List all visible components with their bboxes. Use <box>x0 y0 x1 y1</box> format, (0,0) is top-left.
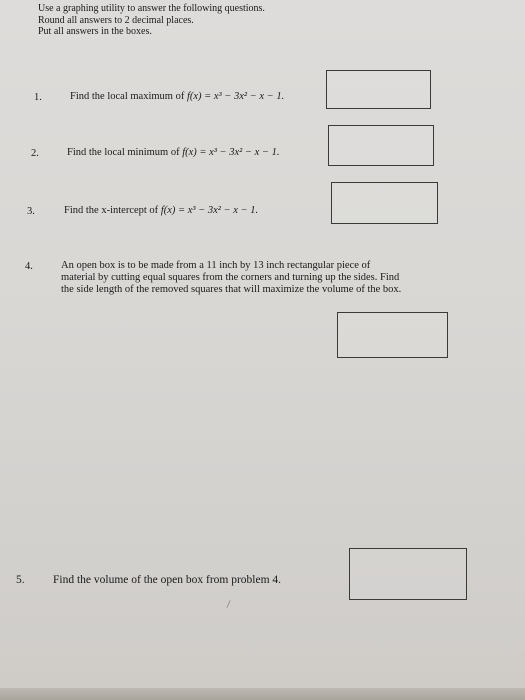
question-3-number: 3. <box>27 206 35 217</box>
question-1-prefix: Find the local maximum of <box>70 91 187 102</box>
question-1-number: 1. <box>34 92 42 103</box>
question-3-prefix: Find the x-intercept of <box>64 205 161 216</box>
question-1-formula: f(x) = x³ − 3x² − x − 1. <box>186 91 285 102</box>
question-2-text <box>67 147 280 158</box>
pen-mark <box>226 600 230 608</box>
answer-box-4[interactable] <box>337 312 448 358</box>
question-3-formula: f(x) = x³ − 3x² − x − 1. <box>160 205 259 216</box>
question-3-text <box>64 205 258 216</box>
question-5-text: Find the volume of the open box from problem 4. <box>53 574 282 586</box>
answer-box-5[interactable] <box>349 548 467 600</box>
question-4-text <box>61 260 491 296</box>
question-2-number: 2. <box>31 148 39 159</box>
question-4-line: An open box is to be made from a 11 inch by 13 inch rectangular piece of <box>61 260 371 271</box>
question-1-text <box>70 91 284 102</box>
question-4-line: the side length of the removed squares that will maximize the volume of the box. <box>61 284 402 295</box>
instruction-line: Round all answers to 2 decimal places. <box>38 14 194 26</box>
answer-box-1[interactable] <box>326 70 431 109</box>
desk-surface <box>0 688 525 700</box>
instruction-line: Use a graphing utility to answer the following questions. <box>38 3 265 14</box>
question-5-number: 5. <box>16 574 25 586</box>
answer-box-2[interactable] <box>328 125 434 166</box>
answer-box-3[interactable] <box>331 182 438 224</box>
question-2-prefix: Find the local minimum of <box>67 147 183 158</box>
instructions <box>38 3 265 38</box>
question-4-number: 4. <box>25 261 33 272</box>
question-4-line: material by cutting equal squares from the corners and turning up the sides. Find <box>61 272 400 283</box>
question-2-formula: f(x) = x³ − 3x² − x − 1. <box>182 147 280 158</box>
instruction-line: Put all answers in the boxes. <box>38 26 152 37</box>
